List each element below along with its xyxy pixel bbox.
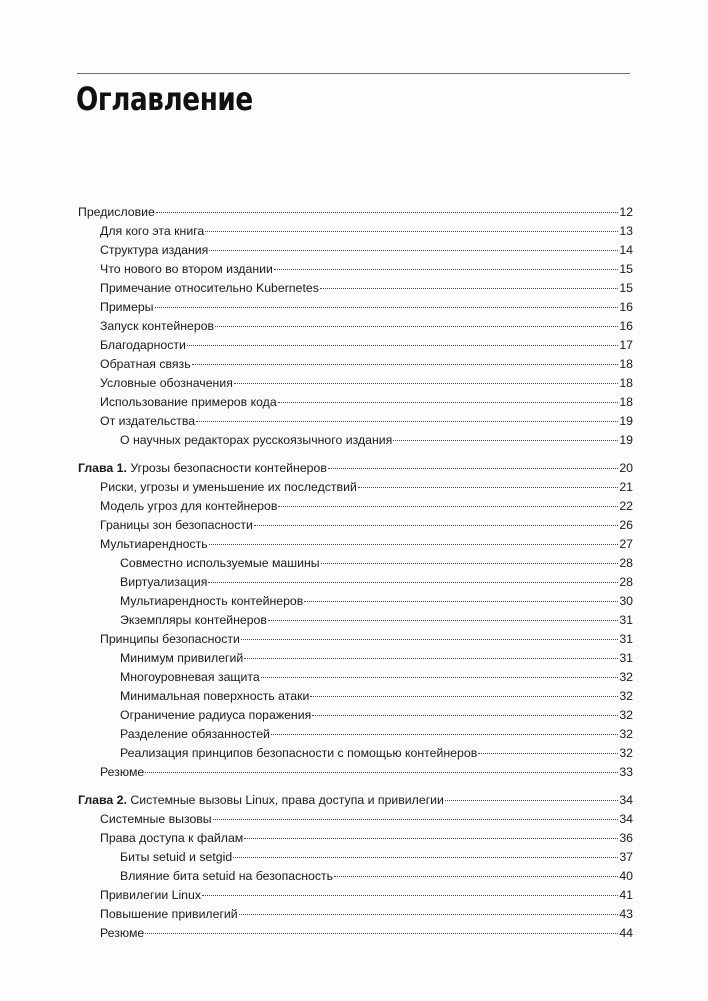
toc-entry xyxy=(78,241,633,260)
page-number: 30 xyxy=(619,594,633,608)
toc-entry xyxy=(78,829,633,848)
chapter-number: Глава 2. xyxy=(78,793,127,807)
toc-entry-title xyxy=(100,763,144,782)
toc-entry-title xyxy=(120,668,260,687)
toc-entry-title xyxy=(78,459,327,478)
dot-leader xyxy=(234,383,618,384)
page-number: 16 xyxy=(619,319,633,333)
toc-entry xyxy=(78,535,633,554)
toc-entry-title xyxy=(100,336,186,355)
table-of-contents xyxy=(78,203,633,943)
page-number: 15 xyxy=(619,262,633,276)
toc-entry xyxy=(78,763,633,782)
dot-leader xyxy=(358,487,618,488)
toc-entry-title xyxy=(120,744,477,763)
entry-text: О научных редакторах русскоязычного издания xyxy=(120,433,393,447)
entry-text: Для кого эта книга xyxy=(100,224,205,238)
toc-entry-title xyxy=(120,867,333,886)
toc-entry-title xyxy=(100,279,319,298)
toc-entry-title xyxy=(100,516,253,535)
page-number: 32 xyxy=(619,727,633,741)
entry-text: Привилегии Linux xyxy=(100,888,201,902)
chapter-number: Глава 1. xyxy=(78,461,127,475)
entry-text: Использование примеров кода xyxy=(100,395,277,409)
page-number: 31 xyxy=(619,651,633,665)
toc-entry xyxy=(78,393,633,412)
toc-entry-title xyxy=(120,611,267,630)
entry-text: Виртуализация xyxy=(120,575,208,589)
page-number: 32 xyxy=(619,689,633,703)
toc-entry-title xyxy=(120,725,270,744)
toc-entry-title xyxy=(100,374,233,393)
toc-entry xyxy=(78,336,633,355)
section-gap xyxy=(78,782,633,791)
dot-leader xyxy=(208,582,618,583)
toc-entry-title xyxy=(120,431,392,450)
toc-entry-title xyxy=(120,706,311,725)
dot-leader xyxy=(192,364,618,365)
page-number: 17 xyxy=(619,338,633,352)
entry-text: Биты setuid и setgid xyxy=(120,850,233,864)
dot-leader xyxy=(244,658,618,659)
dot-leader xyxy=(278,402,618,403)
toc-entry-title xyxy=(100,393,277,412)
entry-text: Системные вызовы Linux, права доступа и привилегии xyxy=(130,793,444,807)
entry-text: Реализация принципов безопасности с помощью контейнеров xyxy=(120,746,478,760)
dot-leader xyxy=(202,895,618,896)
entry-text: Благодарности xyxy=(100,338,186,352)
dot-leader xyxy=(478,753,618,754)
page-number: 31 xyxy=(619,632,633,646)
entry-text: Ограничение радиуса поражения xyxy=(120,708,312,722)
dot-leader xyxy=(271,734,618,735)
dot-leader xyxy=(239,914,618,915)
toc-entry-title xyxy=(78,203,155,222)
entry-text: Резюме xyxy=(100,926,145,940)
entry-text: Мультиарендность контейнеров xyxy=(120,594,304,608)
dot-leader xyxy=(320,288,618,289)
page-number: 31 xyxy=(619,613,633,627)
dot-leader xyxy=(244,838,618,839)
entry-text: Модель угроз для контейнеров xyxy=(100,499,278,513)
toc-entry-title xyxy=(120,649,243,668)
entry-text: Резюме xyxy=(100,765,145,779)
toc-entry xyxy=(78,848,633,867)
entry-text: Предисловие xyxy=(78,205,155,219)
entry-text: Обратная связь xyxy=(100,357,191,371)
toc-entry xyxy=(78,905,633,924)
page-number: 16 xyxy=(619,300,633,314)
dot-leader xyxy=(334,876,618,877)
toc-entry xyxy=(78,431,633,450)
toc-entry-title xyxy=(100,810,212,829)
entry-text: Примеры xyxy=(100,300,154,314)
page-number: 32 xyxy=(619,670,633,684)
entry-text: Что нового во втором издании xyxy=(100,262,273,276)
toc-entry xyxy=(78,924,633,943)
dot-leader xyxy=(215,326,618,327)
page-number: 21 xyxy=(619,480,633,494)
dot-leader xyxy=(268,620,618,621)
dot-leader xyxy=(213,819,618,820)
toc-entry xyxy=(78,516,633,535)
entry-text: Разделение обязанностей xyxy=(120,727,270,741)
entry-text: Структура издания xyxy=(100,243,209,257)
toc-entry xyxy=(78,412,633,431)
toc-chapter-entry xyxy=(78,459,633,478)
page-number: 36 xyxy=(619,831,633,845)
toc-entry-title xyxy=(100,241,208,260)
toc-entry xyxy=(78,630,633,649)
entry-text: Многоуровневая защита xyxy=(120,670,260,684)
toc-entry-title xyxy=(100,412,195,431)
toc-entry xyxy=(78,611,633,630)
page-title: Оглавление xyxy=(76,80,253,118)
toc-entry xyxy=(78,374,633,393)
page-number: 26 xyxy=(619,518,633,532)
toc-entry xyxy=(78,279,633,298)
toc-entry-title xyxy=(100,355,191,374)
toc-entry-title xyxy=(100,630,240,649)
entry-text: Влияние бита setuid на безопасность xyxy=(120,869,334,883)
toc-entry xyxy=(78,867,633,886)
dot-leader xyxy=(241,639,618,640)
page-number: 34 xyxy=(619,812,633,826)
toc-entry-title xyxy=(100,478,357,497)
dot-leader xyxy=(145,933,618,934)
section-gap xyxy=(78,450,633,459)
entry-text: Угрозы безопасности контейнеров xyxy=(130,461,327,475)
toc-chapter-entry xyxy=(78,791,633,810)
page-number: 44 xyxy=(619,926,633,940)
entry-text: Примечание относительно Kubernetes xyxy=(100,281,319,295)
toc-entry xyxy=(78,668,633,687)
dot-leader xyxy=(304,601,618,602)
page-number: 20 xyxy=(619,461,633,475)
page-number: 32 xyxy=(619,746,633,760)
dot-leader xyxy=(445,800,618,801)
toc-entry xyxy=(78,725,633,744)
dot-leader xyxy=(145,772,618,773)
toc-entry-title xyxy=(78,791,444,810)
toc-entry xyxy=(78,744,633,763)
dot-leader xyxy=(321,563,618,564)
entry-text: Экземпляры контейнеров xyxy=(120,613,267,627)
toc-entry xyxy=(78,886,633,905)
entry-text: Условные обозначения xyxy=(100,376,233,390)
toc-entry-title xyxy=(100,298,154,317)
toc-entry-title xyxy=(120,687,309,706)
page-number: 15 xyxy=(619,281,633,295)
page-number: 19 xyxy=(619,433,633,447)
dot-leader xyxy=(261,677,618,678)
entry-text: От издательства xyxy=(100,414,196,428)
dot-leader xyxy=(233,857,618,858)
toc-entry xyxy=(78,687,633,706)
toc-entry xyxy=(78,592,633,611)
entry-text: Права доступа к файлам xyxy=(100,831,244,845)
entry-text: Совместно используемые машины xyxy=(120,556,320,570)
toc-entry-title xyxy=(120,592,303,611)
page-number: 13 xyxy=(619,224,633,238)
toc-entry-title xyxy=(100,317,214,336)
page-number: 27 xyxy=(619,537,633,551)
page-number: 14 xyxy=(619,243,633,257)
entry-text: Мультиарендность xyxy=(100,537,208,551)
toc-entry xyxy=(78,706,633,725)
toc-entry-title xyxy=(100,886,201,905)
page-number: 22 xyxy=(619,499,633,513)
toc-entry xyxy=(78,810,633,829)
toc-entry xyxy=(78,260,633,279)
page-number: 40 xyxy=(619,869,633,883)
page-number: 32 xyxy=(619,708,633,722)
dot-leader xyxy=(328,468,618,469)
dot-leader xyxy=(312,715,618,716)
toc-entry-title xyxy=(100,535,208,554)
page-number: 18 xyxy=(619,357,633,371)
entry-text: Системные вызовы xyxy=(100,812,212,826)
dot-leader xyxy=(209,544,618,545)
toc-entry-title xyxy=(100,924,144,943)
entry-text: Запуск контейнеров xyxy=(100,319,215,333)
dot-leader xyxy=(187,345,618,346)
toc-entry-title xyxy=(100,829,243,848)
toc-entry xyxy=(78,649,633,668)
page-number: 43 xyxy=(619,907,633,921)
toc-entry xyxy=(78,298,633,317)
toc-entry xyxy=(78,497,633,516)
toc-entry-title xyxy=(120,554,320,573)
dot-leader xyxy=(310,696,618,697)
page-number: 19 xyxy=(619,414,633,428)
toc-entry xyxy=(78,355,633,374)
toc-entry-title xyxy=(100,905,238,924)
dot-leader xyxy=(205,231,618,232)
dot-leader xyxy=(274,269,618,270)
dot-leader xyxy=(393,440,618,441)
toc-entry-title xyxy=(100,222,204,241)
page-number: 34 xyxy=(619,793,633,807)
page-number: 28 xyxy=(619,575,633,589)
page-number: 18 xyxy=(619,376,633,390)
toc-entry-title xyxy=(120,848,232,867)
entry-text: Минимальная поверхность атаки xyxy=(120,689,310,703)
dot-leader xyxy=(156,212,618,213)
entry-text: Принципы безопасности xyxy=(100,632,240,646)
page-number: 41 xyxy=(619,888,633,902)
page-number: 33 xyxy=(619,765,633,779)
dot-leader xyxy=(209,250,618,251)
dot-leader xyxy=(254,525,618,526)
page-number: 18 xyxy=(619,395,633,409)
toc-entry xyxy=(78,554,633,573)
toc-entry xyxy=(78,478,633,497)
header-rule xyxy=(77,73,630,74)
entry-text: Риски, угрозы и уменьшение их последствий xyxy=(100,480,357,494)
dot-leader xyxy=(278,506,618,507)
page-number: 28 xyxy=(619,556,633,570)
dot-leader xyxy=(155,307,618,308)
entry-text: Минимум привилегий xyxy=(120,651,244,665)
dot-leader xyxy=(196,421,618,422)
toc-chapter-entry xyxy=(78,203,633,222)
page-number: 37 xyxy=(619,850,633,864)
toc-entry xyxy=(78,573,633,592)
toc-entry-title xyxy=(100,497,277,516)
entry-text: Повышение привилегий xyxy=(100,907,238,921)
toc-entry-title xyxy=(100,260,273,279)
toc-entry-title xyxy=(120,573,207,592)
page-number: 12 xyxy=(619,205,633,219)
toc-entry xyxy=(78,222,633,241)
entry-text: Границы зон безопасности xyxy=(100,518,253,532)
toc-entry xyxy=(78,317,633,336)
